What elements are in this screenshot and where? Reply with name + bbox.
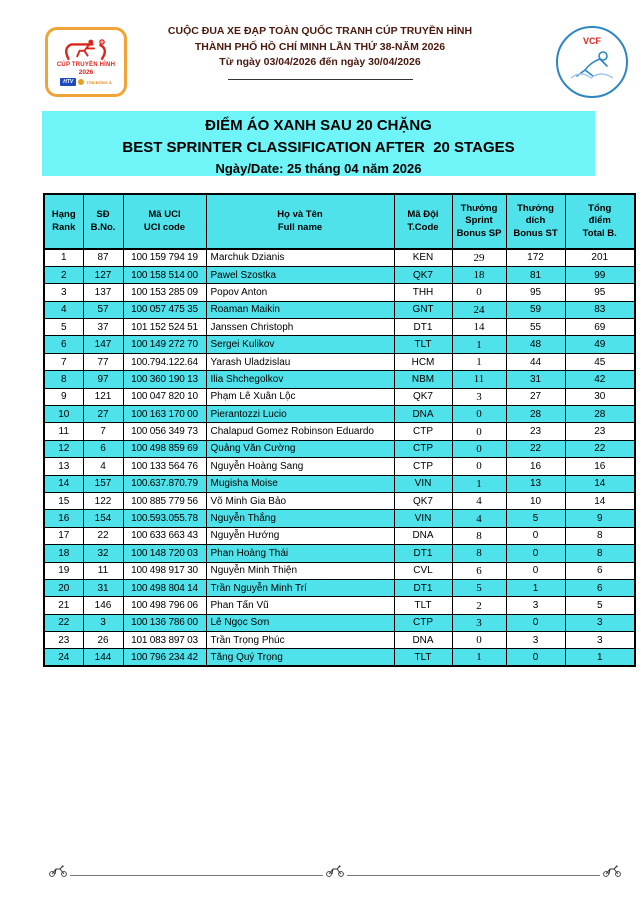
cell-st: 0 [506, 562, 565, 579]
cell-name: Pierantozzi Lucio [206, 406, 394, 423]
cell-tcode: DT1 [394, 319, 452, 336]
cell-st: 3 [506, 597, 565, 614]
column-header-uci: Mã UCI UCI code [123, 194, 206, 249]
table-row [44, 458, 635, 475]
cell-name: Nguyễn Minh Thiện [206, 562, 394, 579]
cell-bno: 154 [83, 510, 123, 527]
cell-name: Mugisha Moise [206, 475, 394, 492]
cell-total: 8 [565, 545, 635, 562]
table-row [44, 319, 635, 336]
cell-tcode: CTP [394, 440, 452, 457]
cell-sp: 0 [452, 440, 506, 457]
table-row [44, 649, 635, 666]
cell-bno: 37 [83, 319, 123, 336]
cell-rank: 6 [44, 336, 83, 353]
cell-rank: 16 [44, 510, 83, 527]
cell-sp: 1 [452, 336, 506, 353]
cell-sp: 2 [452, 597, 506, 614]
cell-total: 14 [565, 475, 635, 492]
cell-bno: 57 [83, 301, 123, 318]
cell-uci: 100 133 564 76 [123, 458, 206, 475]
table-row [44, 423, 635, 440]
cell-bno: 147 [83, 336, 123, 353]
cell-bno: 32 [83, 545, 123, 562]
column-header-sp: Thưởng Sprint Bonus SP [452, 194, 506, 249]
cell-st: 59 [506, 301, 565, 318]
race-title-line2: THÀNH PHỐ HỒ CHÍ MINH LẦN THỨ 38-NĂM 2026 [194, 40, 446, 53]
cell-tcode: TLT [394, 597, 452, 614]
column-header-total: Tổng điểm Total B. [565, 194, 635, 249]
cell-tcode: DNA [394, 406, 452, 423]
cell-bno: 6 [83, 440, 123, 457]
cell-bno: 146 [83, 597, 123, 614]
cell-rank: 10 [44, 406, 83, 423]
cell-tcode: CVL [394, 562, 452, 579]
cell-st: 28 [506, 406, 565, 423]
cell-st: 0 [506, 527, 565, 544]
table-row [44, 249, 635, 266]
cell-total: 28 [565, 406, 635, 423]
cell-sp: 3 [452, 388, 506, 405]
cell-uci: 100 360 190 13 [123, 371, 206, 388]
cell-st: 23 [506, 423, 565, 440]
htv-cup-cyclist-icon [57, 38, 115, 62]
cell-name: Nguyễn Hoàng Sang [206, 458, 394, 475]
cell-rank: 2 [44, 266, 83, 283]
column-header-st: Thưởng dích Bonus ST [506, 194, 565, 249]
cell-sp: 1 [452, 649, 506, 666]
cell-name: Pawel Szostka [206, 266, 394, 283]
cell-tcode: QK7 [394, 492, 452, 509]
cell-rank: 21 [44, 597, 83, 614]
cell-tcode: THH [394, 284, 452, 301]
signature-line [347, 875, 600, 876]
cell-name: Yarash Uladzislau [206, 353, 394, 370]
table-body [44, 249, 635, 666]
cell-sp: 6 [452, 562, 506, 579]
classification-title-block [42, 111, 595, 176]
cell-tcode: DNA [394, 527, 452, 544]
race-header [130, 24, 510, 80]
cell-uci: 100 047 820 10 [123, 388, 206, 405]
header-divider [228, 79, 413, 80]
vcf-cyclist-icon [567, 46, 617, 82]
cell-rank: 5 [44, 319, 83, 336]
cell-name: Janssen Christoph [206, 319, 394, 336]
cell-uci: 100 148 720 03 [123, 545, 206, 562]
cell-total: 99 [565, 266, 635, 283]
vcf-label: VCF [583, 36, 601, 46]
cell-tcode: DT1 [394, 545, 452, 562]
cell-sp: 14 [452, 319, 506, 336]
cell-name: Sergei Kulikov [206, 336, 394, 353]
cell-uci: 100 498 796 06 [123, 597, 206, 614]
cell-name: Roaman Maikin [206, 301, 394, 318]
cell-uci: 100 885 779 56 [123, 492, 206, 509]
cell-st: 16 [506, 458, 565, 475]
cell-st: 44 [506, 353, 565, 370]
cell-uci: 100 796 234 42 [123, 649, 206, 666]
table-row [44, 614, 635, 631]
cell-tcode: TLT [394, 336, 452, 353]
cell-bno: 97 [83, 371, 123, 388]
cell-bno: 22 [83, 527, 123, 544]
table-row [44, 475, 635, 492]
table-row [44, 510, 635, 527]
cell-total: 1 [565, 649, 635, 666]
cell-rank: 24 [44, 649, 83, 666]
left-logo-sponsors [60, 78, 112, 86]
cell-total: 16 [565, 458, 635, 475]
cell-sp: 0 [452, 423, 506, 440]
cell-total: 3 [565, 614, 635, 631]
table-header-row [44, 194, 635, 249]
cell-st: 81 [506, 266, 565, 283]
cell-rank: 7 [44, 353, 83, 370]
cell-st: 0 [506, 614, 565, 631]
table-row [44, 492, 635, 509]
cell-tcode: QK7 [394, 388, 452, 405]
cell-name: Trần Nguyễn Minh Trí [206, 579, 394, 596]
cell-st: 10 [506, 492, 565, 509]
cell-total: 23 [565, 423, 635, 440]
cell-uci: 100 153 285 09 [123, 284, 206, 301]
cell-uci: 100.593.055.78 [123, 510, 206, 527]
cell-total: 9 [565, 510, 635, 527]
table-row [44, 406, 635, 423]
cell-tcode: CTP [394, 423, 452, 440]
cell-name: Ilia Shchegolkov [206, 371, 394, 388]
cell-tcode: DT1 [394, 579, 452, 596]
cell-name: Võ Minh Gia Bảo [206, 492, 394, 509]
cell-uci: 100 498 859 69 [123, 440, 206, 457]
cell-name: Marchuk Dzianis [206, 249, 394, 266]
cell-bno: 87 [83, 249, 123, 266]
htv-badge: HTV [60, 78, 76, 86]
cell-st: 95 [506, 284, 565, 301]
cell-bno: 4 [83, 458, 123, 475]
cyclist-icon [602, 864, 622, 878]
table-row [44, 336, 635, 353]
cell-name: Phan Hoàng Thái [206, 545, 394, 562]
table-row [44, 371, 635, 388]
cell-uci: 100 056 349 73 [123, 423, 206, 440]
table-row [44, 388, 635, 405]
cell-uci: 101 152 524 51 [123, 319, 206, 336]
cell-bno: 122 [83, 492, 123, 509]
table-header [44, 194, 635, 249]
cell-sp: 3 [452, 614, 506, 631]
cell-total: 45 [565, 353, 635, 370]
cell-name: Quảng Văn Cường [206, 440, 394, 457]
vcf-logo [556, 26, 628, 98]
cell-rank: 20 [44, 579, 83, 596]
cell-rank: 19 [44, 562, 83, 579]
cell-rank: 14 [44, 475, 83, 492]
table-row [44, 301, 635, 318]
cell-name: Tăng Quý Trọng [206, 649, 394, 666]
cell-sp: 0 [452, 406, 506, 423]
cell-bno: 26 [83, 632, 123, 649]
cell-sp: 1 [452, 353, 506, 370]
cell-name: Nguyễn Hướng [206, 527, 394, 544]
cell-bno: 31 [83, 579, 123, 596]
cell-total: 8 [565, 527, 635, 544]
cell-st: 27 [506, 388, 565, 405]
cell-tcode: KEN [394, 249, 452, 266]
signature-footer [48, 864, 622, 878]
cell-total: 6 [565, 562, 635, 579]
table-row [44, 562, 635, 579]
cell-sp: 8 [452, 545, 506, 562]
cell-sp: 8 [452, 527, 506, 544]
cell-rank: 1 [44, 249, 83, 266]
cell-st: 172 [506, 249, 565, 266]
cell-name: Nguyễn Thắng [206, 510, 394, 527]
cell-bno: 137 [83, 284, 123, 301]
table-row [44, 632, 635, 649]
cell-rank: 22 [44, 614, 83, 631]
cyclist-icon [325, 864, 345, 878]
table-row [44, 527, 635, 544]
ton-dong-a-icon [78, 79, 84, 85]
cell-total: 201 [565, 249, 635, 266]
cell-tcode: CTP [394, 614, 452, 631]
cell-bno: 144 [83, 649, 123, 666]
cell-sp: 4 [452, 510, 506, 527]
cell-name: Phạm Lê Xuân Lộc [206, 388, 394, 405]
cell-tcode: CTP [394, 458, 452, 475]
cell-bno: 121 [83, 388, 123, 405]
column-header-rank: Hạng Rank [44, 194, 83, 249]
cell-name: Phan Tấn Vũ [206, 597, 394, 614]
cell-tcode: VIN [394, 475, 452, 492]
cell-sp: 0 [452, 458, 506, 475]
cell-st: 48 [506, 336, 565, 353]
cell-st: 31 [506, 371, 565, 388]
cell-bno: 11 [83, 562, 123, 579]
cell-total: 5 [565, 597, 635, 614]
table-row [44, 266, 635, 283]
column-header-tcode: Mã Đội T.Code [394, 194, 452, 249]
table-row [44, 440, 635, 457]
cell-uci: 100 159 794 19 [123, 249, 206, 266]
cell-rank: 11 [44, 423, 83, 440]
cell-rank: 4 [44, 301, 83, 318]
table-row [44, 284, 635, 301]
cell-uci: 100 149 272 70 [123, 336, 206, 353]
cell-rank: 17 [44, 527, 83, 544]
cell-uci: 100 498 917 30 [123, 562, 206, 579]
cell-st: 0 [506, 649, 565, 666]
sprinter-classification-table [43, 193, 636, 667]
cell-uci: 100 498 804 14 [123, 579, 206, 596]
classification-title-en: BEST SPRINTER CLASSIFICATION AFTER 20 STAGES [122, 139, 515, 156]
cell-total: 42 [565, 371, 635, 388]
signature-line [70, 875, 323, 876]
table-row [44, 579, 635, 596]
ton-dong-a-label: TÔN ĐÔNG Á [86, 79, 112, 85]
cell-uci: 100 136 786 00 [123, 614, 206, 631]
column-header-name: Họ và Tên Full name [206, 194, 394, 249]
race-date-range: Từ ngày 03/04/2026 đến ngày 30/04/2026 [219, 56, 421, 68]
cell-st: 0 [506, 545, 565, 562]
cell-tcode: NBM [394, 371, 452, 388]
cell-name: Popov Anton [206, 284, 394, 301]
left-logo-year: 2026 [78, 69, 94, 76]
column-header-bno: SĐ B.No. [83, 194, 123, 249]
cell-uci: 100 163 170 00 [123, 406, 206, 423]
cell-sp: 4 [452, 492, 506, 509]
cell-st: 1 [506, 579, 565, 596]
cell-sp: 5 [452, 579, 506, 596]
cell-rank: 8 [44, 371, 83, 388]
cell-st: 3 [506, 632, 565, 649]
cell-sp: 0 [452, 284, 506, 301]
cell-bno: 127 [83, 266, 123, 283]
cell-bno: 157 [83, 475, 123, 492]
cell-st: 13 [506, 475, 565, 492]
cell-rank: 18 [44, 545, 83, 562]
cell-tcode: QK7 [394, 266, 452, 283]
cell-tcode: DNA [394, 632, 452, 649]
cell-rank: 12 [44, 440, 83, 457]
left-logo-title: CÚP TRUYỀN HÌNH [56, 62, 116, 68]
cell-uci: 100 158 514 00 [123, 266, 206, 283]
cell-total: 95 [565, 284, 635, 301]
cell-bno: 27 [83, 406, 123, 423]
cell-total: 6 [565, 579, 635, 596]
cell-name: Trần Trọng Phúc [206, 632, 394, 649]
table-row [44, 353, 635, 370]
cell-rank: 9 [44, 388, 83, 405]
cell-name: Lê Ngọc Sơn [206, 614, 394, 631]
cell-uci: 100.637.870.79 [123, 475, 206, 492]
cell-rank: 15 [44, 492, 83, 509]
cell-total: 49 [565, 336, 635, 353]
cell-total: 83 [565, 301, 635, 318]
cell-uci: 100 057 475 35 [123, 301, 206, 318]
cell-rank: 3 [44, 284, 83, 301]
cell-sp: 18 [452, 266, 506, 283]
cell-total: 14 [565, 492, 635, 509]
classification-date: Ngày/Date: 25 tháng 04 năm 2026 [215, 161, 422, 176]
cell-tcode: VIN [394, 510, 452, 527]
cell-st: 5 [506, 510, 565, 527]
cell-st: 55 [506, 319, 565, 336]
cell-name: Chalapud Gomez Robinson Eduardo [206, 423, 394, 440]
cyclist-icon [48, 864, 68, 878]
cell-total: 22 [565, 440, 635, 457]
cell-total: 69 [565, 319, 635, 336]
htv-cup-logo [45, 27, 127, 97]
cell-bno: 7 [83, 423, 123, 440]
cell-bno: 3 [83, 614, 123, 631]
cell-total: 30 [565, 388, 635, 405]
race-title-line1: CUỘC ĐUA XE ĐẠP TOÀN QUỐC TRANH CÚP TRUYỀN HÌNH [167, 25, 473, 37]
cell-st: 22 [506, 440, 565, 457]
cell-sp: 29 [452, 249, 506, 266]
cell-sp: 11 [452, 371, 506, 388]
cell-tcode: HCM [394, 353, 452, 370]
cell-total: 3 [565, 632, 635, 649]
cell-tcode: TLT [394, 649, 452, 666]
table-row [44, 597, 635, 614]
cell-uci: 100 633 663 43 [123, 527, 206, 544]
cell-uci: 101 083 897 03 [123, 632, 206, 649]
cell-sp: 1 [452, 475, 506, 492]
cell-tcode: GNT [394, 301, 452, 318]
cell-uci: 100.794.122.64 [123, 353, 206, 370]
cell-sp: 24 [452, 301, 506, 318]
table-row [44, 545, 635, 562]
cell-sp: 0 [452, 632, 506, 649]
classification-title-vi: ĐIỂM ÁO XANH SAU 20 CHẶNG [205, 117, 432, 134]
cell-rank: 23 [44, 632, 83, 649]
cell-bno: 77 [83, 353, 123, 370]
cell-rank: 13 [44, 458, 83, 475]
